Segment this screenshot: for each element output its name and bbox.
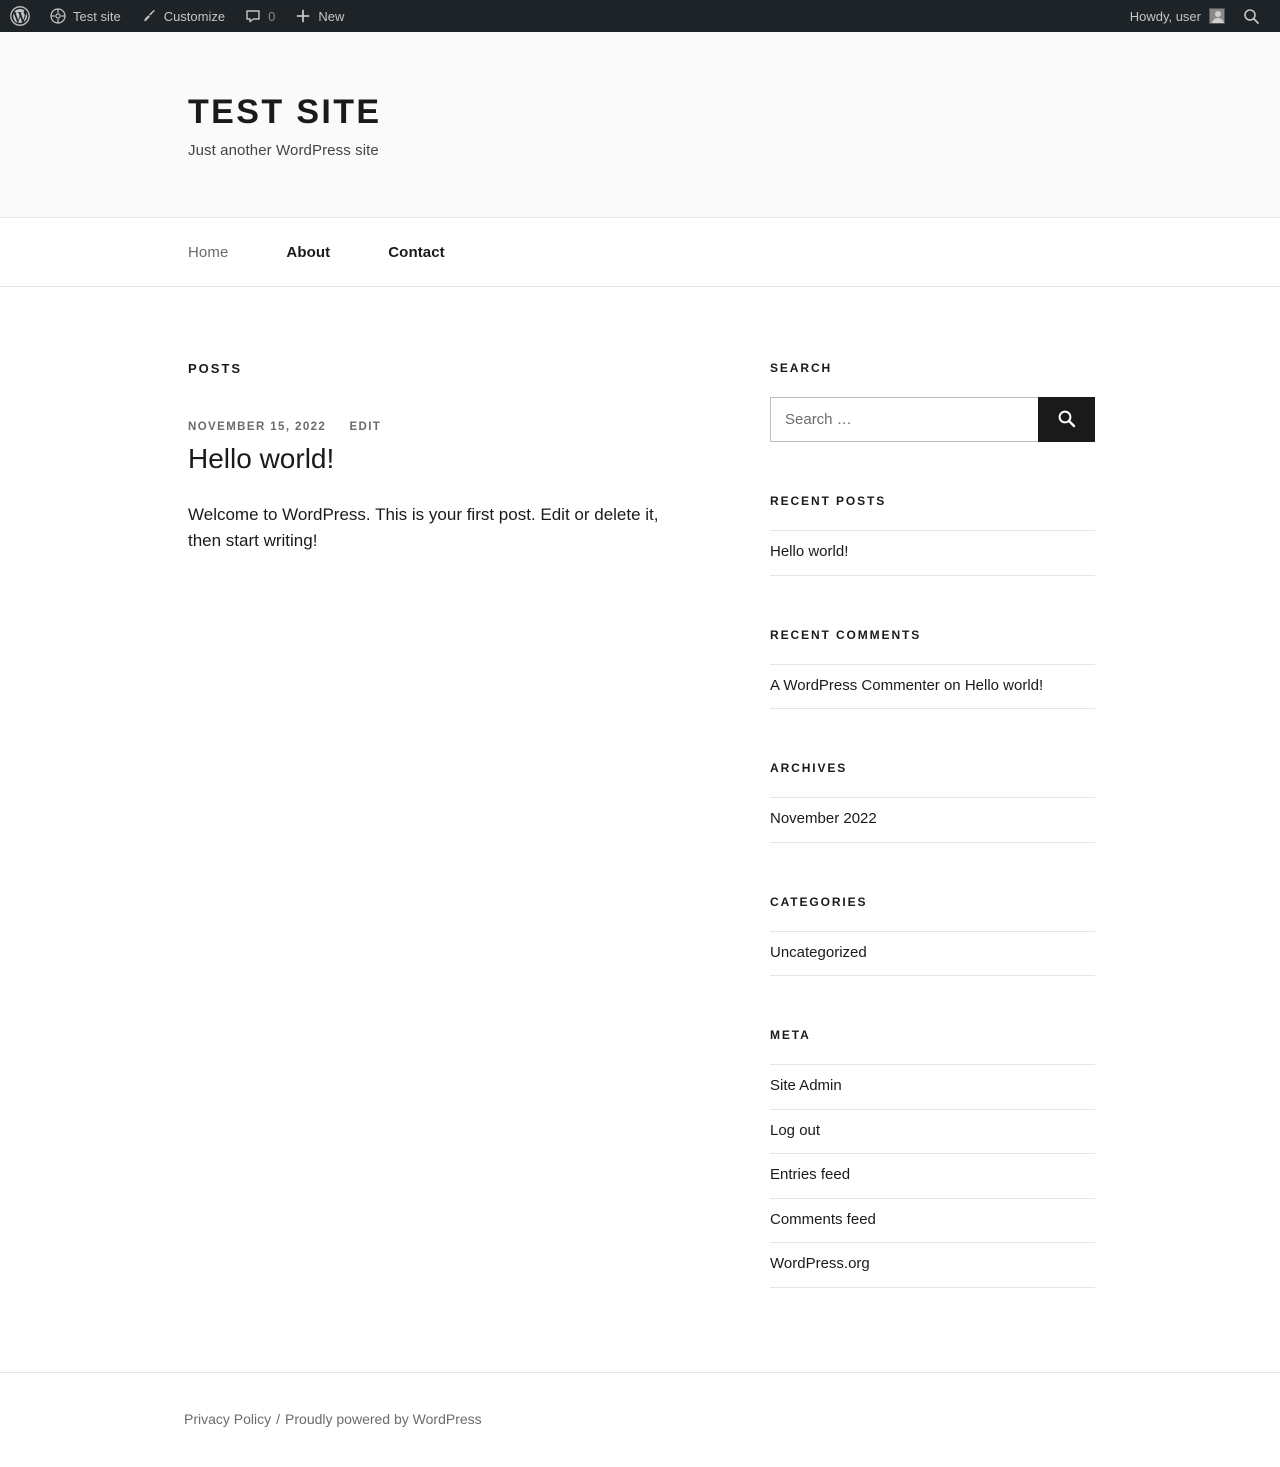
- admin-bar-new-label: New: [318, 8, 345, 24]
- admin-bar-customize-label: Customize: [163, 8, 226, 24]
- categories-list: [770, 931, 1095, 977]
- list-item: [770, 931, 1095, 977]
- plus-icon: [295, 8, 311, 24]
- nav-item-contact[interactable]: Contact: [388, 243, 445, 261]
- paintbrush-icon: [141, 8, 157, 24]
- widget-archives-title: ARCHIVES: [770, 761, 848, 776]
- recent-posts-list: [770, 530, 1095, 576]
- comment-author: A WordPress Commenter: [770, 676, 940, 694]
- comment-bubble-icon: [245, 8, 261, 24]
- comment-on-word: on: [943, 676, 961, 694]
- list-item: [770, 1110, 1095, 1155]
- widget-recent-comments: [770, 628, 1095, 710]
- nav-item-about[interactable]: About: [286, 243, 331, 261]
- post-meta: [188, 421, 718, 433]
- admin-bar-wp-logo[interactable]: [0, 0, 40, 32]
- widget-recent-posts: [770, 494, 1095, 576]
- footer-credit-link[interactable]: Proudly powered by WordPress: [285, 1410, 482, 1427]
- post-title-link[interactable]: Hello world!: [188, 443, 335, 475]
- search-form: [770, 397, 1095, 442]
- meta-link-wordpress-org[interactable]: WordPress.org: [770, 1255, 870, 1273]
- admin-bar-customize[interactable]: [131, 0, 235, 32]
- search-icon: [1057, 409, 1076, 431]
- post-excerpt: Welcome to WordPress. This is your first post. Edit or delete it, then start writing!: [188, 504, 659, 551]
- list-item: [770, 530, 1095, 576]
- site-title-link[interactable]: TEST SITE: [188, 93, 382, 131]
- search-icon: [1243, 8, 1260, 25]
- meta-list: [770, 1064, 1095, 1288]
- wordpress-logo-icon: [10, 6, 30, 26]
- admin-bar-comments-count: 0: [268, 8, 276, 24]
- posts-section-title: POSTS: [188, 361, 243, 377]
- comment-post-link[interactable]: Hello world!: [964, 676, 1044, 694]
- archive-link[interactable]: November 2022: [770, 810, 877, 828]
- post-edit-link[interactable]: EDIT: [349, 421, 382, 434]
- admin-bar-search-button[interactable]: [1235, 0, 1272, 32]
- widget-recent-posts-title: RECENT POSTS: [770, 494, 887, 509]
- archives-list: [770, 797, 1095, 843]
- list-item: [770, 1064, 1095, 1110]
- main-navigation: [0, 218, 1280, 287]
- admin-bar-site-name-label: Test site: [73, 8, 121, 24]
- recent-comments-list: [770, 664, 1095, 710]
- list-item: [770, 1154, 1095, 1199]
- admin-bar-site-name[interactable]: [40, 0, 131, 32]
- list-item: [770, 797, 1095, 843]
- primary-content: [188, 361, 718, 554]
- footer-privacy-policy-link[interactable]: Privacy Policy: [184, 1410, 272, 1427]
- site-tagline: Just another WordPress site: [188, 142, 379, 160]
- meta-link-comments-feed[interactable]: Comments feed: [770, 1210, 876, 1228]
- widget-categories-title: CATEGORIES: [770, 894, 868, 909]
- admin-bar-howdy-label: Howdy, user: [1129, 8, 1201, 24]
- widget-categories: [770, 895, 1095, 977]
- page-title: [188, 94, 1092, 131]
- site-footer: [0, 1372, 1280, 1467]
- admin-bar-comments[interactable]: [235, 0, 285, 32]
- nav-item-home[interactable]: Home: [188, 243, 229, 261]
- widget-search: [770, 361, 1095, 442]
- site-header: [0, 32, 1280, 218]
- widget-archives: [770, 761, 1095, 843]
- list-item: [770, 1243, 1095, 1288]
- post-date-link[interactable]: NOVEMBER 15, 2022: [188, 421, 327, 434]
- widget-search-title: SEARCH: [770, 361, 833, 376]
- list-item: [770, 1199, 1095, 1244]
- meta-link-site-admin[interactable]: Site Admin: [770, 1077, 842, 1095]
- sidebar: [770, 361, 1095, 1288]
- widget-recent-comments-title: RECENT COMMENTS: [770, 627, 922, 642]
- meta-link-entries-feed[interactable]: Entries feed: [770, 1166, 851, 1184]
- recent-post-link[interactable]: Hello world!: [770, 543, 849, 561]
- list-item: [770, 664, 1095, 710]
- admin-bar: [0, 0, 1280, 32]
- search-submit-button[interactable]: [1038, 397, 1095, 442]
- avatar: [1209, 8, 1225, 24]
- admin-bar-right-group: [1120, 0, 1272, 32]
- footer-separator: /: [276, 1410, 281, 1427]
- post-article: [188, 421, 718, 554]
- content-area: [188, 287, 1092, 1288]
- admin-bar-my-account[interactable]: [1120, 0, 1235, 32]
- widget-meta: [770, 1028, 1095, 1288]
- admin-bar-new[interactable]: [285, 0, 354, 32]
- post-content: [188, 502, 718, 555]
- widget-meta-title: META: [770, 1028, 811, 1043]
- meta-link-log-out[interactable]: Log out: [770, 1121, 821, 1139]
- post-title: [188, 442, 718, 476]
- search-input[interactable]: [770, 397, 1038, 442]
- category-link[interactable]: Uncategorized: [770, 943, 867, 961]
- dashboard-home-icon: [50, 8, 66, 24]
